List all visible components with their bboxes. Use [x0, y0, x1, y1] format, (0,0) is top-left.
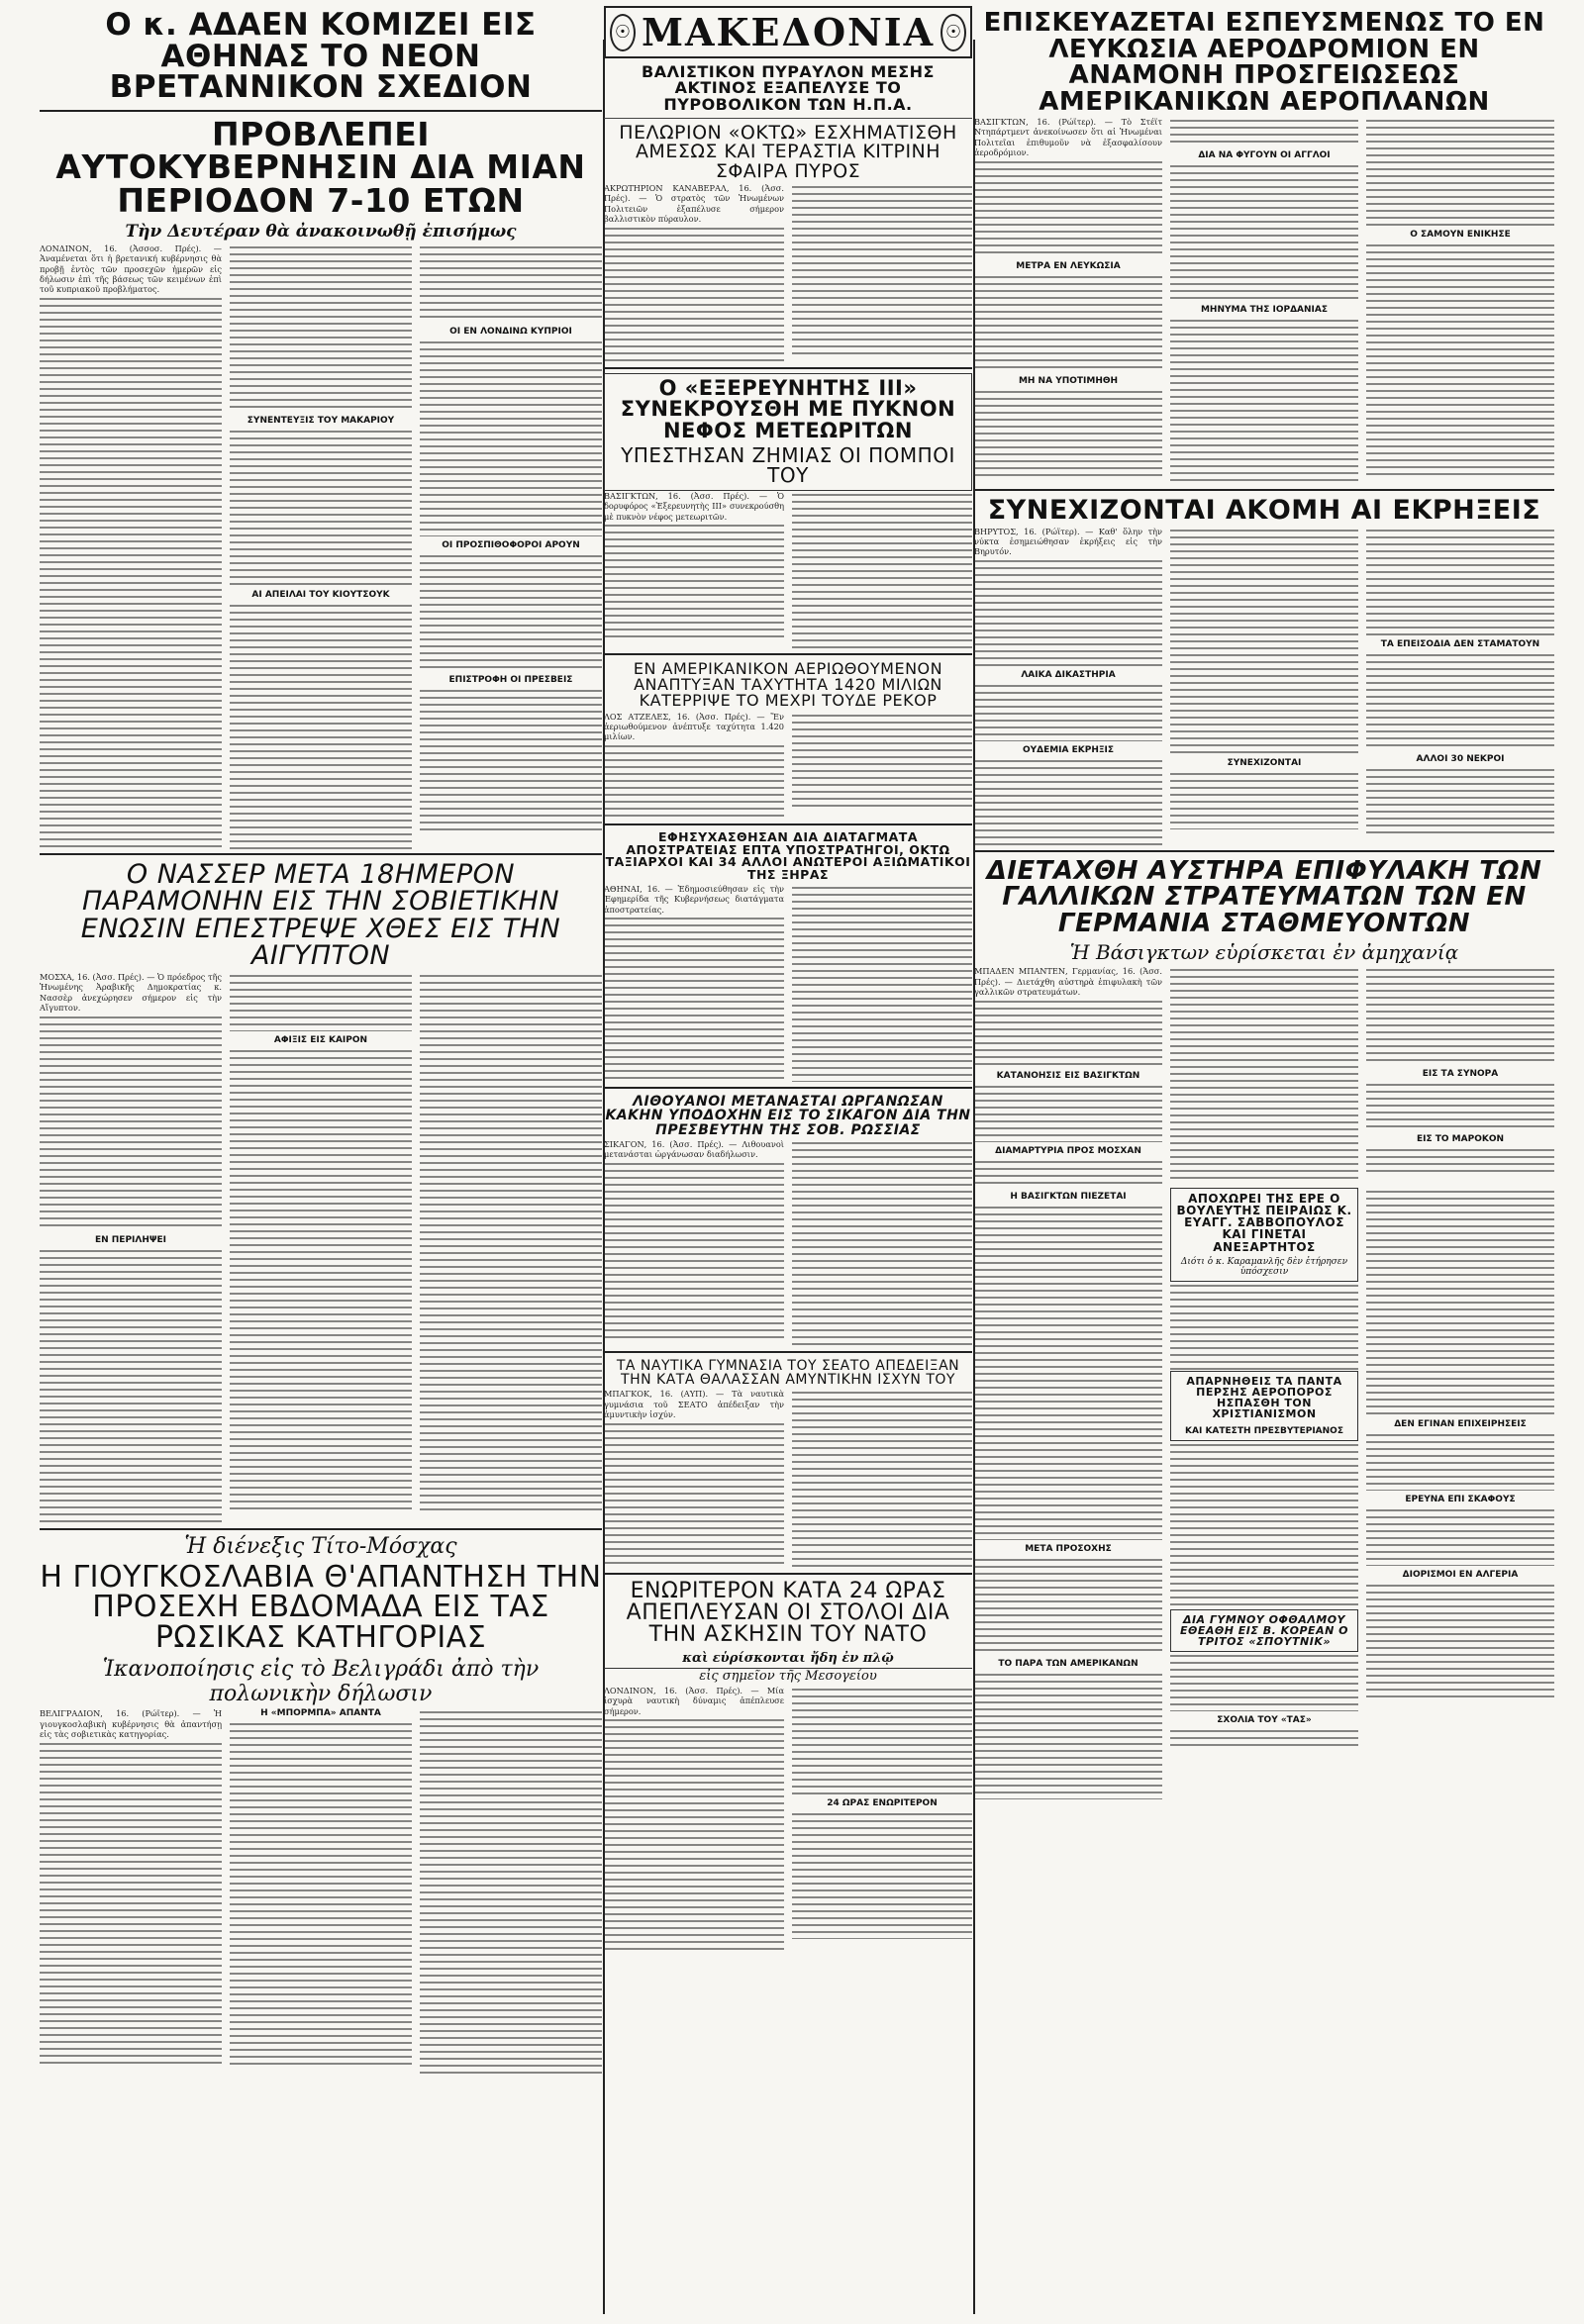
subhead-incidents: ΤΑ ΕΠΕΙΣΟΔΙΑ ΔΕΝ ΣΤΑΜΑΤΟΥΝ	[1380, 638, 1540, 649]
headline-nato-fleets: ΕΝΩΡΙΤΕΡΟΝ ΚΑΤΑ 24 ΩΡΑΣ ΑΠΕΠΛΕΥΣΑΝ ΟΙ ΣΤΟΛΟΙ ΔΙΑ ΤΗΝ ΑΣΚΗΣΙΝ ΤΟΥ ΝΑΤΟ	[626, 1578, 950, 1648]
article-aden	[40, 243, 602, 849]
subhead-24-hours: 24 ΩΡΑΣ ΕΝΩΡΙΤΕΡΟΝ	[827, 1797, 938, 1808]
headline-yugoslavia: Η ΓΙΟΥΓΚΟΣΛΑΒΙΑ Θ'ΑΠΑΝΤΗΣΗ ΤΗΝ ΠΡΟΣΕΧΗ ΕΒΔΟΜΑΔΑ ΕΙΣ ΤΑΣ ΡΩΣΙΚΑΣ ΚΑΤΗΓΟΡΙΑΣ	[40, 1559, 602, 1655]
column-center	[604, 0, 972, 2324]
subhead-understanding: ΚΑΤΑΝΟΗΣΙΣ ΕΙΣ ΒΑΣΙΓΚΤΩΝ	[996, 1070, 1140, 1081]
dateline-beirut: ΒΗΡΥΤΟΣ, 16. (Ρώϊτερ). — Καθ' ὅλην τὴν νύκτα ἐσημειώθησαν ἐκρήξεις εἰς τὴν Βηρυτόν.	[974, 526, 1162, 557]
subhead-cypriots-london: ΟΙ ΕΝ ΛΟΝΔΙΝΩ ΚΥΠΡΙΟΙ	[449, 326, 572, 337]
subhead-announcement: Τὴν Δευτέραν θὰ ἀνακοινωθῇ ἐπισήμως	[125, 221, 517, 242]
headline-fireball: ΠΕΛΩΡΙΟΝ «ΟΚΤΩ» ΕΣΧΗΜΑΤΙΣΘΗ ΑΜΕΣΩΣ ΚΑΙ ΤΕΡΑΣΤΙΑ ΚΙΤΡΙΝΗ ΣΦΑΙΡΑ ΠΥΡΟΣ	[619, 121, 957, 182]
box-persian-pilot	[1170, 1371, 1358, 1441]
subhead-mediterranean: εἰς σημεῖον τῆς Μεσογείου	[604, 1668, 972, 1684]
headline-retirements: ΕΦΗΣΥΧΑΣΘΗΣΑΝ ΔΙΑ ΔΙΑΤΑΓΜΑΤΑ ΑΠΟΣΤΡΑΤΕΙΑΣ ΕΠΤΑ ΥΠΟΣΤΡΑΤΗΓΟΙ, ΟΚΤΩ ΤΑΞΙΑΡΧΟΙ ΚΑΙ 34 ΑΛΛΟΙ ΑΝΩΤΕΡΟΙ ΑΞΙΩΜΑΤΙΚΟΙ ΤΗΣ ΞΗΡΑΣ	[605, 828, 971, 883]
subhead-americans: ΤΟ ΠΑΡΑ ΤΩΝ ΑΜΕΡΙΚΑΝΩΝ	[998, 1658, 1138, 1669]
subhead-underestimate: ΜΗ ΝΑ ΥΠΟΤΙΜΗΘΗ	[1018, 375, 1119, 386]
subhead-presbyterian: ΚΑΙ ΚΑΤΕΣΤΗ ΠΡΕΣΒΥΤΕΡΙΑΝΟΣ	[1185, 1425, 1343, 1436]
article-airfield	[974, 117, 1554, 485]
subhead-pressured: Η ΒΑΣΙΓΚΤΩΝ ΠΙΕΖΕΤΑΙ	[1010, 1191, 1127, 1202]
subhead-protest: ΔΙΑΜΑΡΤΥΡΙΑ ΠΡΟΣ ΜΟΣΧΑΝ	[995, 1145, 1141, 1156]
headline-seato: ΤΑ ΝΑΥΤΙΚΑ ΓΥΜΝΑΣΙΑ ΤΟΥ ΣΕΑΤΟ ΑΠΕΔΕΙΞΑΝ ΤΗΝ ΚΑΤΑ ΘΑΛΑΣΣΑΝ ΑΜΥΝΤΙΚΗΝ ΙΣΧΥΝ ΤΟΥ	[616, 1357, 960, 1389]
article-explorer	[604, 491, 972, 649]
subhead-aroun: ΟΙ ΠΡΟΣΠΙΘΟΦΟΡΟΙ ΑΡΟΥΝ	[442, 539, 580, 550]
masthead-emblem-icon: ☉	[610, 14, 636, 51]
headline-explorer: Ο «ΕΞΕΡΕΥΝΗΤΗΣ ΙΙΙ» ΣΥΝΕΚΡΟΥΣΘΗ ΜΕ ΠΥΚΝΟΝ ΝΕΦΟΣ ΜΕΤΕΩΡΙΤΩΝ	[620, 375, 956, 442]
headline-missile: ΒΑΛΙΣΤΙΚΟΝ ΠΥΡΑΥΛΟΝ ΜΕΣΗΣ ΑΚΤΙΝΟΣ ΕΞΑΠΕΛΥΣΕ ΤΟ ΠΥΡΟΒΟΛΙΚΟΝ ΤΩΝ Η.Π.Α.	[642, 62, 935, 114]
article-explosions	[974, 527, 1554, 846]
lower-right-grid	[974, 1188, 1554, 1799]
article-lithuanians	[604, 1139, 972, 1347]
headline-aden: Ο κ. ΑΔΑΕΝ ΚΟΜΙΖΕΙ ΕΙΣ ΑΘΗΝΑΣ ΤΟ ΝΕΟΝ ΒΡΕΤΑΝΝΙΚΟΝ ΣΧΕΔΙΟΝ	[105, 7, 537, 106]
subhead-jordan: ΜΗΝΥΜΑ ΤΗΣ ΙΟΡΔΑΝΙΑΣ	[1200, 305, 1329, 316]
article-missile	[604, 183, 972, 363]
article-nasser	[40, 972, 602, 1524]
subhead-belgrade: Ἱκανοποίησις εἰς τὸ Βελιγράδι ἀπὸ τὴν πολωνικὴν δήλωσιν	[102, 1657, 540, 1707]
column-left	[40, 0, 602, 2324]
dateline-baden: ΜΠΑΔΕΝ ΜΠΑΝΤΕΝ, Γερμανίας, 16. (Ἀσσ. Πρές). — Διετάχθη αὐστηρὰ ἐπιφυλακὴ τῶν γαλλικῶν στρατευμάτων.	[974, 966, 1162, 998]
subhead-british-leave: ΔΙΑ ΝΑ ΦΥΓΟΥΝ ΟΙ ΑΓΓΛΟΙ	[1198, 150, 1331, 161]
column-right	[974, 0, 1554, 2324]
subhead-tass: ΣΧΟΛΙΑ ΤΟΥ «ΤΑΣ»	[1217, 1715, 1312, 1726]
subhead-with-caution: ΜΕΤΑ ΠΡΟΣΟΧΗΣ	[1025, 1543, 1112, 1554]
masthead-title: ΜΑΚΕΔΟΝΙΑ	[641, 10, 936, 54]
subhead-kioutsouk: ΑΙ ΑΠΕΙΛΑΙ ΤΟΥ ΚΙΟΥΤΣΟΥΚ	[251, 589, 390, 600]
subhead-chamoun: Ο ΣΑΜΟΥΝ ΕΝΙΚΗΣΕ	[1410, 230, 1511, 241]
subhead-nicosia: ΜΕΤΡΑ ΕΝ ΛΕΥΚΩΣΙΑ	[1016, 260, 1121, 271]
headline-sputnik: ΔΙΑ ΓΥΜΝΟΥ ΟΦΘΑΛΜΟΥ ΕΘΕΑΘΗ ΕΙΣ Β. ΚΟΡΕΑΝ Ο ΤΡΙΤΟΣ «ΣΠΟΥΤΝΙΚ»	[1180, 1612, 1348, 1649]
subhead-borders: ΕΙΣ ΤΑ ΣΥΝΟΡΑ	[1422, 1069, 1499, 1080]
dateline-london-nato: ΛΟΝΔΙΝΟΝ, 16. (Ἀσσ. Πρές). — Μία ἰσχυρὰ ναυτικὴ δύναμις ἀπέπλευσε σήμερον.	[604, 1685, 784, 1716]
headline-transmitters: ΥΠΕΣΤΗΣΑΝ ΖΗΜΙΑΣ ΟΙ ΠΟΜΠΟΙ ΤΟΥ	[621, 442, 955, 488]
headline-lithuanians: ΛΙΘΟΥΑΝΟΙ ΜΕΤΑΝΑΣΤΑΙ ΩΡΓΑΝΩΣΑΝ ΚΑΚΗΝ ΥΠΟΔΟΧΗΝ ΕΙΣ ΤΟ ΣΙΚΑΓΟΝ ΔΙΑ ΤΗΝ ΠΡΕΣΒΕΥΤΗΝ ΤΗΣ ΣΟΒ. ΡΩΣΣΙΑΣ	[605, 1094, 971, 1138]
headline-explosions: ΣΥΝΕΧΙΖΟΝΤΑΙ ΑΚΟΜΗ ΑΙ ΕΚΡΗΞΕΙΣ	[987, 495, 1541, 527]
dateline-belgrade: ΒΕΛΙΓΡΑΔΙΟΝ, 16. (Ρώϊτερ). — Ἡ γιουγκοσλαβικὴ κυβέρνησις θὰ ἀπαντήσῃ εἰς τὰς σοβιετικὰς κατηγορίας.	[40, 1708, 222, 1740]
masthead	[604, 6, 972, 58]
subhead-algeria: ΔΙΟΡΙΣΜΟΙ ΕΝ ΑΛΓΕΡΙΑ	[1402, 1569, 1519, 1580]
subhead-continue: ΣΥΝΕΧΙΖΟΝΤΑΙ	[1227, 757, 1302, 768]
subhead-cairo: ΑΦΙΞΙΣ ΕΙΣ ΚΑΙΡΟΝ	[273, 1034, 368, 1045]
subhead-30-dead: ΑΛΛΟΙ 30 ΝΕΚΡΟΙ	[1416, 753, 1505, 764]
kicker-tito-moscow: Ἡ διένεξις Τίτο-Μόσχας	[184, 1533, 457, 1559]
dateline-washington-airfield: ΒΑΣΙΓΚΤΩΝ, 16. (Ρώϊτερ). — Τὸ Στέϊτ Ντηπάρτμεντ ἀνεκοίνωσεν ὅτι αἱ Ἡνωμέναι Πολιτεῖαι ἐπιθυμοῦν νὰ ἐξασφαλίσουν ἀεροδρόμιον.	[974, 117, 1162, 158]
headline-autonomy: ΠΡΟΒΛΕΠΕΙ ΑΥΤΟΚΥΒΕΡΝΗΣΙΝ ΔΙΑ ΜΙΑΝ ΠΕΡΙΟΔΟΝ 7-10 ΕΤΩΝ	[55, 114, 586, 221]
headline-airfield: ΕΠΙΣΚΕΥΑΖΕΤΑΙ ΕΣΠΕΥΣΜΕΝΩΣ ΤΟ ΕΝ ΛΕΥΚΩΣΙΑ ΑΕΡΟΔΡΟΜΙΟΝ ΕΝ ΑΝΑΜΟΝΗ ΠΡΟΣΓΕΙΩΣΕΩΣ ΑΜΕΡΙΚΑΝΙΚΩΝ ΑΕΡΟΠΛΑΝΩΝ	[983, 8, 1545, 117]
article-yugoslavia	[40, 1708, 602, 2075]
dateline-moscow: ΜΟΣΧΑ, 16. (Ἀσσ. Πρές). — Ὁ πρόεδρος τῆς Ἡνωμένης Ἀραβικῆς Δημοκρατίας κ. Νασσὲρ ἀνεχώρησεν σήμερον εἰς τὴν Αἴγυπτον.	[40, 971, 222, 1014]
headline-savvopoulos: ΑΠΟΧΩΡΕΙ ΤΗΣ ΕΡΕ Ο ΒΟΥΛΕΥΤΗΣ ΠΕΙΡΑΙΩΣ Κ. ΕΥΑΓΓ. ΣΑΒΒΟΠΟΥΛΟΣ ΚΑΙ ΓΙΝΕΤΑΙ ΑΝΕΞΑΡΤΗΤΟΣ	[1176, 1191, 1352, 1254]
headline-french-troops: ΔΙΕΤΑΧΘΗ ΑΥΣΤΗΡΑ ΕΠΙΦΥΛΑΚΗ ΤΩΝ ΓΑΛΛΙΚΩΝ ΣΤΡΑΤΕΥΜΑΤΩΝ ΤΩΝ ΕΝ ΓΕΡΜΑΝΙΑ ΣΤΑΘΜΕΥΟΝΤΩΝ	[986, 855, 1542, 938]
subhead-no-operations: ΔΕΝ ΕΓΙΝΑΝ ΕΠΙΧΕΙΡΗΣΕΙΣ	[1394, 1418, 1527, 1429]
subhead-washington-embarrassed: Ἡ Βάσιγκτων εὑρίσκεται ἐν ἀμηχανίᾳ	[1069, 940, 1459, 965]
subhead-at-sea: καὶ εὑρίσκονται ἤδη ἐν πλῷ	[682, 1650, 894, 1666]
subhead-ambassadors: ΕΠΙΣΤΡΟΦΗ ΟΙ ΠΡΕΣΒΕΙΣ	[448, 674, 573, 685]
article-retirements	[604, 884, 972, 1083]
headline-jet-record: ΕΝ ΑΜΕΡΙΚΑΝΙΚΟΝ ΑΕΡΙΩΘΟΥΜΕΝΟΝ ΑΝΑΠΤΥΞΑΝ ΤΑΧΥΤΗΤΑ 1420 ΜΙΛΙΩΝ ΚΑΤΕΡΡΙΨΕ ΤΟ ΜΕΧΡΙ ΤΟΥΔΕ ΡΕΚΟΡ	[633, 658, 943, 711]
subhead-borba: Η «ΜΠΟΡΜΠΑ» ΑΠΑΝΤΑ	[260, 1708, 381, 1719]
masthead-emblem-right-icon: ☉	[940, 14, 966, 51]
dateline-athens-retire: ΑΘΗΝΑΙ, 16. — Ἐδημοσιεύθησαν εἰς τὴν Ἐφημερίδα τῆς Κυβερνήσεως διατάγματα ἀποστρατείας.	[604, 883, 784, 915]
subhead-morocco: ΕΙΣ ΤΟ ΜΑΡΟΚΟΝ	[1416, 1134, 1505, 1145]
subhead-no-explosion: ΟΥΔΕΜΙΑ ΕΚΡΗΞΙΣ	[1022, 744, 1115, 755]
headline-nasser: Ο ΝΑΣΣΕΡ ΜΕΤΑ 18ΗΜΕΡΟΝ ΠΑΡΑΜΟΝΗΝ ΕΙΣ ΤΗΝ ΣΟΒΙΕΤΙΚΗΝ ΕΝΩΣΙΝ ΕΠΕΣΤΡΕΨΕ ΧΘΕΣ ΕΙΣ ΤΗΝ ΑΙΓΥΠΤΟΝ	[80, 858, 561, 972]
article-nato	[604, 1686, 972, 1954]
dateline-chicago: ΣΙΚΑΓΟΝ, 16. (Ἀσσ. Πρές). — Λιθουανοὶ μετανάσται ὠργάνωσαν διαδήλωσιν.	[604, 1138, 784, 1160]
subhead-ship-search: ΕΡΕΥΝΑ ΕΠΙ ΣΚΑΦΟΥΣ	[1405, 1494, 1516, 1504]
dateline-bangkok: ΜΠΑΓΚΟΚ, 16. (ΑΥΠ). — Τὰ ναυτικὰ γυμνάσια τοῦ ΣΕΑΤΟ ἀπέδειξαν τὴν ἀμυντικὴν ἰσχύν.	[604, 1389, 784, 1420]
dateline-washington-explorer: ΒΑΣΙΓΚΤΩΝ, 16. (Ἀσσ. Πρές). — Ὁ δορυφόρος «Ἐξερευνητὴς ΙΙΙ» συνεκρούσθη μὲ πυκνὸν νέφος μετεωριτῶν.	[604, 490, 784, 522]
dateline-london: ΛΟΝΔΙΝΟΝ, 16. (Ἀσσοσ. Πρές). — Ἀναμένεται ὅτι ἡ βρετανική κυβέρνησις θὰ προβῇ ἐντὸς τῶν προσεχῶν ἡμερῶν εἰς δήλωσιν ἐπὶ τῆς βάσεως τῶν κειμένων ἐπὶ τοῦ κυπριακοῦ προβλήματος.	[40, 242, 222, 295]
box-sputnik	[1170, 1609, 1358, 1653]
subhead-karamanlis: Διότι ὁ κ. Καραμανλῆς δὲν ἐτήρησεν ὑπόσχεσιν	[1180, 1256, 1348, 1277]
headline-persian-pilot: ΑΠΑΡΝΗΘΕΙΣ ΤΑ ΠΑΝΤΑ ΠΕΡΣΗΣ ΑΕΡΟΠΟΡΟΣ ΗΣΠΑΣΘΗ ΤΟΝ ΧΡΙΣΤΙΑΝΙΣΜΟΝ	[1186, 1374, 1342, 1421]
subhead-makarios: ΣΥΝΕΝΤΕΥΞΙΣ ΤΟΥ ΜΑΚΑΡΙΟΥ	[247, 415, 395, 426]
article-french	[974, 966, 1554, 1187]
subhead-summary: ΕΝ ΠΕΡΙΛΗΨΕΙ	[94, 1234, 167, 1245]
subhead-courts: ΛΑΙΚΑ ΔΙΚΑΣΤΗΡΙΑ	[1021, 669, 1116, 680]
dateline-canaveral: ΑΚΡΩΤΗΡΙΟΝ ΚΑΝΑΒΕΡΑΛ, 16. (Ἀσσ. Πρές). — Ὁ στρατὸς τῶν Ἡνωμένων Πολιτειῶν ἐξαπέλυσε σήμερον βαλλιστικὸν πύραυλον.	[604, 183, 784, 225]
dateline-la: ΛΟΣ ΑΤΖΕΛΕΣ, 16. (Ἀσσ. Πρές). — Ἕν ἀεριωθούμενον ἀνέπτυξε ταχύτητα 1.420 μιλίων.	[604, 711, 784, 742]
article-seato	[604, 1389, 972, 1568]
article-jet	[604, 712, 972, 820]
box-ere	[1170, 1188, 1358, 1282]
